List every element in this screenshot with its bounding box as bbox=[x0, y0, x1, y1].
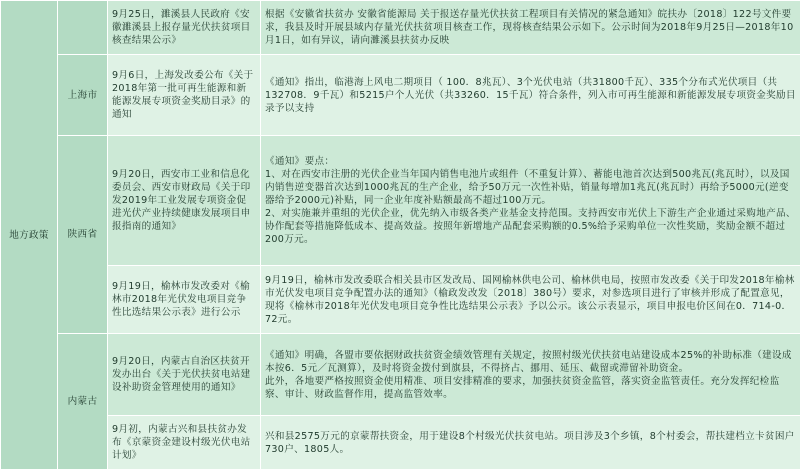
policy-description bbox=[261, 334, 800, 416]
policy-item: 9月20日，西安市工业和信息化委员会、西安市财政局《关于印发2019年工业发展专项资金促进光伏产业持续健康发展项目申报指南的通知》 bbox=[108, 136, 261, 266]
table-row bbox=[1, 1, 800, 55]
description-line: 此外，各地要严格按照资金使用精准、项目安排精准的要求，加强扶贫资金监管，落实资金监管责任。充分发挥纪检监察、审计、财政监督作用，提高监管效率。 bbox=[265, 375, 780, 400]
province-cell: 内蒙古 bbox=[58, 334, 108, 470]
table-row bbox=[1, 55, 800, 136]
policy-item: 9月19日，榆林市发改委对《榆林市2018年光伏发电项目竞争性比选结果公示表》进行公示 bbox=[108, 266, 261, 334]
policy-description: 根据《安徽省扶贫办 安徽省能源局 关于报送存量光伏扶贫工程项目有关情况的紧急通知》皖扶办〔2018〕122号文件要求，我县及时开展县域内存量光伏扶贫项目核查工作，现将核查结果公示如下。公示时间为2018年9月25日—2018年10月1日，如有异议，请向濉溪县扶贫办反映 bbox=[261, 1, 800, 55]
policy-item: 9月初，内蒙古兴和县扶贫办发布《京蒙资金建设村级光伏电站计划》 bbox=[108, 416, 261, 470]
policy-item: 9月6日，上海发改委公布《关于2018年第一批可再生能源和新能源发展专项资金奖励目录》的通知 bbox=[108, 55, 261, 136]
policy-item: 9月20日，内蒙古自治区扶贫开发办出台《关于光伏扶贫电站建设补助资金管理使用的通知》 bbox=[108, 334, 261, 416]
policy-item: 9月25日，濉溪县人民政府《安徽濉溪县上报存量光伏扶贫项目核查结果公示》 bbox=[108, 1, 261, 55]
description-line: 《通知》明确，各盟市要依据财政扶贫资金绩效管理有关规定，按照村级光伏扶贫电站建设成本25%的补助标准（建设成本按6．5元／瓦测算），及时将资金拨付到旗县，不得挤占、挪用、延压、截留或滞留补助资金。 bbox=[265, 349, 792, 374]
description-line: 1、对在西安市注册的光伏企业当年国内销售电池片或组件（不重复计算）、蓄能电池首次达到500兆瓦(兆瓦时），以及国内销售逆变器首次达到1000兆瓦的生产企业，给予50万元一次性补贴，销量每增加1兆瓦(兆瓦时）再给予5000元(逆变器给予2000元)补贴，同一企业年度补贴额最高不超过100万元。 bbox=[265, 169, 790, 206]
policy-description bbox=[261, 136, 800, 266]
policy-description: 《通知》指出，临港海上风电二期项目（ 100．8兆瓦）、3个光伏电站（共31800千瓦）、335个分布式光伏项目（共132708．9千瓦）和5215户个人光伏（共33260．15千瓦）符合条件，列入市可再生能源和新能源发展专项资金奖励目录予以支持 bbox=[261, 55, 800, 136]
table-row bbox=[1, 136, 800, 266]
table-row bbox=[1, 334, 800, 416]
policy-description: 兴和县2575万元的京蒙帮扶资金，用于建设8个村级光伏扶贫电站。项目涉及3个乡镇，8个村委会，帮扶建档立卡贫困户730户、1805人。 bbox=[261, 416, 800, 470]
description-line: 《通知》要点： bbox=[265, 156, 335, 167]
table-row bbox=[1, 266, 800, 334]
province-cell bbox=[58, 1, 108, 55]
table-row bbox=[1, 416, 800, 470]
description-line: 2、对实施兼并重组的光伏企业，优先纳入市级各类产业基金支持范围。支持西安市光伏上下游生产企业通过采购地产品、协作配套等措施降低成本、提高效益。按照年新增地产品配套采购额的0.5%给予采购单位一次性奖励，奖励金额不超过200万元。 bbox=[265, 208, 796, 245]
province-cell: 上海市 bbox=[58, 55, 108, 136]
category-cell: 地方政策 bbox=[1, 1, 58, 470]
policy-description: 9月19日，榆林市发改委联合相关县市区发改局、国网榆林供电公司、榆林供电局，按照市发改委《关于印发2018年榆林市光伏发电项目竞争配置办法的通知》（榆政发改发〔2018〕380号）要求，对参选项目进行了审核并形成了配置意见，现将《榆林市2018年光伏发电项目竞争性比选结果公示表》予以公示。该公示表显示，项目申报电价区间在0．714-0．72元。 bbox=[261, 266, 800, 334]
province-cell: 陕西省 bbox=[58, 136, 108, 334]
